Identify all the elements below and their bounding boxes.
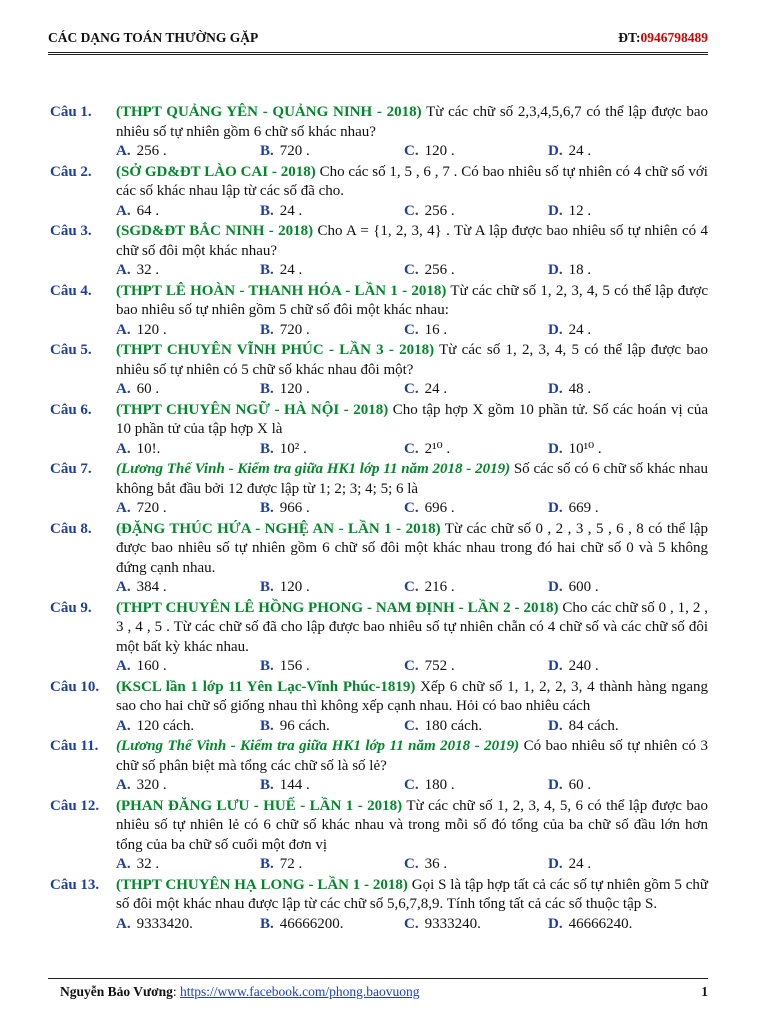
answer-value: 84 cách. — [568, 717, 619, 734]
question-number: Câu 6. — [50, 401, 92, 418]
answer-option — [260, 321, 404, 341]
question-body: Từ các số 1, 2, 3, 4, 5 có thể lập được bao nhiêu số tự nhiên có 5 chữ số khác nhau đôi một? — [116, 342, 708, 378]
question-stem — [50, 520, 708, 579]
answer-value: 180 . — [424, 777, 455, 793]
answer-option — [116, 380, 260, 400]
page-header — [48, 30, 708, 46]
answer-letter: D. — [548, 321, 563, 338]
answer-option — [116, 776, 260, 796]
answer-value: 256 . — [424, 262, 455, 278]
question-number: Câu 12. — [50, 797, 100, 814]
answer-option — [404, 915, 548, 935]
answer-value: 120 . — [424, 143, 455, 159]
answer-letter: D. — [548, 440, 563, 457]
answer-letter: C. — [404, 915, 419, 932]
answer-letter: A. — [116, 143, 131, 159]
header-phone — [618, 30, 708, 46]
question-stem — [50, 876, 708, 915]
footer-divider — [48, 978, 708, 979]
answer-value: 384 . — [136, 579, 167, 595]
question-stem — [50, 401, 708, 440]
question-number: Câu 4. — [50, 282, 92, 299]
question-body: Gọi S là tập hợp tất cả các số tự nhiên gồm 5 chữ số đôi một khác nhau được lập từ các chữ số 5,6,7,8,9. Tính tổng tất cả các số thuộc tập S. — [116, 876, 708, 912]
question-number: Câu 10. — [50, 678, 100, 695]
footer-credit — [60, 984, 419, 1000]
question-block — [50, 737, 708, 796]
answer-letter: A. — [116, 262, 131, 278]
answer-options — [50, 261, 708, 281]
answer-letter: B. — [260, 915, 274, 932]
answer-value: 46666240. — [568, 915, 633, 932]
answer-letter: C. — [404, 321, 419, 338]
answer-letter: D. — [548, 915, 563, 932]
question-stem — [50, 599, 708, 658]
answer-letter: A. — [116, 500, 131, 516]
question-block — [50, 520, 708, 598]
answer-value: 46666200. — [279, 915, 344, 932]
answer-letter: C. — [404, 579, 419, 595]
question-block — [50, 599, 708, 677]
question-number: Câu 1. — [50, 104, 92, 120]
question-stem — [50, 282, 708, 321]
question-text — [116, 103, 708, 142]
answer-value: 24 . — [279, 202, 303, 219]
answer-value: 24 . — [279, 262, 303, 278]
answer-value: 256 . — [424, 202, 455, 219]
answer-option — [116, 499, 260, 519]
answer-option — [404, 380, 548, 400]
facebook-link[interactable]: https://www.facebook.com/phong.baovuong — [180, 984, 420, 999]
question-text — [116, 737, 708, 776]
question-text — [116, 341, 708, 380]
answer-option — [116, 915, 260, 935]
answer-option — [116, 261, 260, 281]
answer-letter: D. — [548, 202, 563, 219]
question-body: Từ các chữ số 1, 2, 3, 4, 5 có thể lập được bao nhiêu số tự nhiên gồm 5 chữ số đôi một khác nhau: — [116, 282, 708, 318]
answer-options — [50, 657, 708, 677]
answer-value: 36 . — [424, 856, 448, 872]
question-number: Câu 13. — [50, 876, 100, 893]
answer-letter: C. — [404, 143, 419, 159]
page-footer — [60, 984, 708, 1000]
answer-option — [260, 717, 404, 737]
answer-letter: D. — [548, 381, 563, 397]
answer-letter: B. — [260, 658, 274, 674]
answer-value: 600 . — [568, 579, 599, 595]
answer-value: 9333420. — [136, 915, 193, 932]
answer-options — [50, 499, 708, 519]
answer-letter: C. — [404, 777, 419, 793]
answer-value: 720 . — [279, 321, 310, 338]
question-source: (ĐẶNG THÚC HỨA - NGHỆ AN - LẦN 1 - 2018) — [116, 520, 441, 537]
answer-letter: A. — [116, 777, 131, 793]
answer-options — [50, 776, 708, 796]
answer-value: 696 . — [424, 500, 455, 516]
question-body: Có bao nhiêu số tự nhiên có 3 chữ số phân biệt mà tổng các chữ số là số lẻ? — [116, 738, 708, 774]
answer-letter: C. — [404, 658, 419, 674]
question-source: (THPT CHUYÊN VĨNH PHÚC - LẦN 3 - 2018) — [116, 342, 435, 358]
answer-letter: B. — [260, 579, 274, 595]
question-stem — [50, 797, 708, 856]
answer-letter: A. — [116, 381, 131, 397]
question-stem — [50, 737, 708, 776]
answer-option — [116, 440, 260, 460]
answer-option — [260, 499, 404, 519]
answer-letter: C. — [404, 856, 419, 872]
answer-option — [260, 440, 404, 460]
answer-option — [260, 202, 404, 222]
phone-label: ĐT: — [618, 30, 641, 45]
answer-value: 180 cách. — [424, 717, 483, 734]
answer-options — [50, 717, 708, 737]
answer-value: 72 . — [279, 856, 303, 872]
author-name: Nguyễn Bảo Vương — [60, 984, 173, 999]
question-stem — [50, 678, 708, 717]
question-source: (SGD&ĐT BẮC NINH - 2018) — [116, 223, 314, 239]
question-stem — [50, 222, 708, 261]
answer-option — [404, 717, 548, 737]
answer-value: 10² . — [279, 440, 307, 457]
question-source: (Lương Thế Vinh - Kiểm tra giữa HK1 lớp 11 năm 2018 - 2019) — [116, 461, 511, 477]
answer-option — [404, 261, 548, 281]
question-stem — [50, 341, 708, 380]
answer-value: 60 . — [136, 381, 160, 397]
answer-option — [548, 380, 692, 400]
question-number: Câu 2. — [50, 163, 92, 180]
answer-value: 156 . — [279, 658, 310, 674]
answer-options — [50, 321, 708, 341]
page-number: 1 — [701, 984, 708, 999]
answer-letter: A. — [116, 440, 131, 457]
question-block — [50, 876, 708, 935]
answer-value: 48 . — [568, 381, 592, 397]
answer-option — [260, 578, 404, 598]
answer-option — [260, 776, 404, 796]
answer-letter: C. — [404, 381, 419, 397]
question-body: Cho tập hợp X gồm 10 phần tử. Số các hoán vị của 10 phần tử của tập hợp X là — [116, 401, 709, 437]
answer-letter: A. — [116, 202, 131, 219]
question-text — [116, 599, 708, 658]
question-block — [50, 797, 708, 875]
answer-letter: B. — [260, 856, 274, 872]
answer-value: 24 . — [568, 856, 592, 872]
answer-letter: D. — [548, 500, 563, 516]
question-source: (THPT LÊ HOÀN - THANH HÓA - LẦN 1 - 2018) — [116, 282, 447, 299]
answer-value: 120 . — [279, 381, 310, 397]
question-source: (SỞ GD&ĐT LÀO CAI - 2018) — [116, 163, 316, 180]
answer-option — [404, 321, 548, 341]
question-number: Câu 9. — [50, 599, 92, 616]
answer-option — [116, 717, 260, 737]
question-block — [50, 341, 708, 400]
answer-value: 720 . — [279, 143, 310, 159]
answer-value: 24 . — [568, 143, 592, 159]
answer-option — [548, 142, 692, 162]
answer-value: 120 cách. — [136, 717, 195, 734]
answer-value: 320 . — [136, 777, 167, 793]
phone-number: 0946798489 — [640, 30, 708, 45]
answer-value: 720 . — [136, 500, 167, 516]
question-text — [116, 222, 708, 261]
question-body: Cho A = {1, 2, 3, 4} . Từ A lập được bao nhiêu số tự nhiên có 4 chữ số đôi một khác nhau? — [116, 223, 709, 259]
question-text — [116, 401, 708, 440]
answer-option — [548, 776, 692, 796]
question-text — [116, 520, 708, 579]
answer-value: 32 . — [136, 856, 160, 872]
answer-letter: B. — [260, 777, 274, 793]
answer-value: 160 . — [136, 658, 167, 674]
question-source: (THPT CHUYÊN LÊ HỒNG PHONG - NAM ĐỊNH - LẦN 2 - 2018) — [116, 599, 559, 616]
answer-value: 240 . — [568, 658, 599, 674]
answer-option — [548, 915, 692, 935]
question-body: Cho các số 1, 5 , 6 , 7 . Có bao nhiêu số tự nhiên có 4 chữ số với các số khác nhau lập từ các số đã cho. — [116, 163, 708, 199]
answer-value: 752 . — [424, 658, 455, 674]
question-stem — [50, 103, 708, 142]
answer-option — [548, 717, 692, 737]
answer-letter: C. — [404, 717, 419, 734]
answer-letter: D. — [548, 143, 563, 159]
question-source: (Lương Thế Vinh - Kiểm tra giữa HK1 lớp 11 năm 2018 - 2019) — [116, 738, 520, 754]
answer-option — [116, 321, 260, 341]
answer-options — [50, 440, 708, 460]
header-divider — [48, 52, 708, 55]
answer-letter: B. — [260, 440, 274, 457]
answer-value: 9333240. — [424, 915, 481, 932]
answer-letter: B. — [260, 262, 274, 278]
answer-value: 12 . — [568, 202, 592, 219]
answer-letter: B. — [260, 717, 274, 734]
answer-value: 16 . — [424, 321, 448, 338]
footer-separator: : — [172, 984, 180, 999]
question-number: Câu 8. — [50, 520, 92, 537]
question-block — [50, 282, 708, 341]
answer-option — [404, 657, 548, 677]
header-title: CÁC DẠNG TOÁN THƯỜNG GẶP — [48, 30, 259, 45]
question-number: Câu 5. — [50, 342, 92, 358]
answer-options — [50, 855, 708, 875]
question-list — [50, 103, 708, 935]
question-source: (THPT CHUYÊN NGỮ - HÀ NỘI - 2018) — [116, 401, 389, 418]
answer-option — [116, 578, 260, 598]
answer-value: 64 . — [136, 202, 160, 219]
answer-letter: A. — [116, 856, 131, 872]
answer-options — [50, 915, 708, 935]
answer-option — [404, 855, 548, 875]
answer-option — [404, 142, 548, 162]
question-block — [50, 401, 708, 460]
answer-option — [260, 142, 404, 162]
question-text — [116, 282, 708, 321]
answer-option — [404, 202, 548, 222]
answer-option — [404, 499, 548, 519]
answer-letter: D. — [548, 777, 563, 793]
answer-letter: D. — [548, 579, 563, 595]
answer-value: 120 . — [279, 579, 310, 595]
question-source: (THPT QUẢNG YÊN - QUẢNG NINH - 2018) — [116, 104, 422, 120]
question-body: Từ các chữ số 1, 2, 3, 4, 5, 6 có thể lập được bao nhiêu số tự nhiên lẻ có 6 chữ số khác nhau và trong mỗi số đó tổng của ba chữ số đầu lớn hơn tổng của ba chữ số cuối một đơn vị — [116, 797, 708, 853]
answer-letter: A. — [116, 658, 131, 674]
answer-letter: A. — [116, 915, 131, 932]
answer-value: 669 . — [568, 500, 599, 516]
answer-letter: D. — [548, 262, 563, 278]
answer-letter: B. — [260, 321, 274, 338]
answer-option — [548, 578, 692, 598]
question-number: Câu 3. — [50, 223, 92, 239]
answer-option — [260, 915, 404, 935]
question-number: Câu 11. — [50, 738, 99, 754]
answer-option — [548, 321, 692, 341]
question-stem — [50, 163, 708, 202]
answer-option — [548, 657, 692, 677]
answer-value: 32 . — [136, 262, 160, 278]
question-text — [116, 163, 708, 202]
question-body: Từ các chữ số 0 , 2 , 3 , 5 , 6 , 8 có thể lập được bao nhiêu số tự nhiên gồm 6 chữ số đôi một khác nhau trong đó hai chữ số 0 và 5 không đứng cạnh nhau. — [116, 520, 708, 576]
answer-options — [50, 380, 708, 400]
answer-letter: B. — [260, 202, 274, 219]
answer-letter: C. — [404, 202, 419, 219]
answer-options — [50, 202, 708, 222]
answer-options — [50, 142, 708, 162]
answer-value: 144 . — [279, 777, 310, 793]
answer-value: 10!. — [136, 440, 161, 457]
answer-option — [116, 142, 260, 162]
answer-letter: A. — [116, 717, 131, 734]
answer-value: 256 . — [136, 143, 167, 159]
answer-option — [548, 440, 692, 460]
question-text — [116, 678, 708, 717]
question-body: Xếp 6 chữ số 1, 1, 2, 2, 3, 4 thành hàng ngang sao cho hai chữ số giống nhau thì không xếp cạnh nhau. Hỏi có bao nhiêu cách — [116, 678, 708, 714]
question-text — [116, 876, 708, 915]
answer-value: 120 . — [136, 321, 167, 338]
question-number: Câu 7. — [50, 461, 92, 477]
answer-value: 966 . — [279, 500, 310, 516]
answer-option — [260, 261, 404, 281]
answer-option — [260, 855, 404, 875]
answer-option — [548, 499, 692, 519]
answer-letter: C. — [404, 262, 419, 278]
answer-letter: B. — [260, 500, 274, 516]
question-block — [50, 103, 708, 162]
answer-value: 24 . — [568, 321, 592, 338]
answer-option — [116, 855, 260, 875]
answer-value: 2¹⁰ . — [424, 440, 451, 457]
answer-letter: A. — [116, 321, 131, 338]
question-text — [116, 460, 708, 499]
question-source: (THPT CHUYÊN HẠ LONG - LẦN 1 - 2018) — [116, 876, 408, 893]
question-source: (PHAN ĐĂNG LƯU - HUẾ - LẦN 1 - 2018) — [116, 797, 403, 814]
answer-value: 18 . — [568, 262, 592, 278]
question-stem — [50, 460, 708, 499]
answer-value: 96 cách. — [279, 717, 330, 734]
question-block — [50, 163, 708, 222]
answer-option — [548, 855, 692, 875]
answer-option — [260, 657, 404, 677]
answer-letter: D. — [548, 717, 563, 734]
question-block — [50, 678, 708, 737]
answer-option — [116, 657, 260, 677]
question-text — [116, 797, 708, 856]
answer-letter: C. — [404, 500, 419, 516]
answer-option — [404, 440, 548, 460]
answer-option — [548, 261, 692, 281]
question-body: Từ các chữ số 2,3,4,5,6,7 có thể lập được bao nhiêu số tự nhiên gồm 6 chữ số khác nhau? — [116, 104, 708, 140]
answer-letter: C. — [404, 440, 419, 457]
answer-value: 24 . — [424, 381, 448, 397]
answer-value: 216 . — [424, 579, 455, 595]
answer-option — [116, 202, 260, 222]
question-body: Cho các chữ số 0 , 1, 2 , 3 , 4 , 5 . Từ các chữ số đã cho lập được bao nhiêu số tự nhiên chẵn có 4 chữ số và các chữ số đôi một bất kỳ khác nhau. — [116, 599, 708, 655]
answer-letter: B. — [260, 143, 274, 159]
question-source: (KSCL lần 1 lớp 11 Yên Lạc-Vĩnh Phúc-1819) — [116, 678, 416, 695]
answer-option — [260, 380, 404, 400]
question-block — [50, 460, 708, 519]
answer-option — [548, 202, 692, 222]
answer-letter: D. — [548, 856, 563, 872]
answer-letter: A. — [116, 579, 131, 595]
answer-option — [404, 776, 548, 796]
answer-value: 60 . — [568, 777, 592, 793]
answer-letter: D. — [548, 658, 563, 674]
answer-letter: B. — [260, 381, 274, 397]
answer-options — [50, 578, 708, 598]
answer-value: 10¹⁰ . — [568, 440, 602, 457]
answer-option — [404, 578, 548, 598]
question-body: Số các số có 6 chữ số khác nhau không bắt đầu bởi 12 được lập từ 1; 2; 3; 4; 5; 6 là — [116, 461, 708, 497]
question-block — [50, 222, 708, 281]
